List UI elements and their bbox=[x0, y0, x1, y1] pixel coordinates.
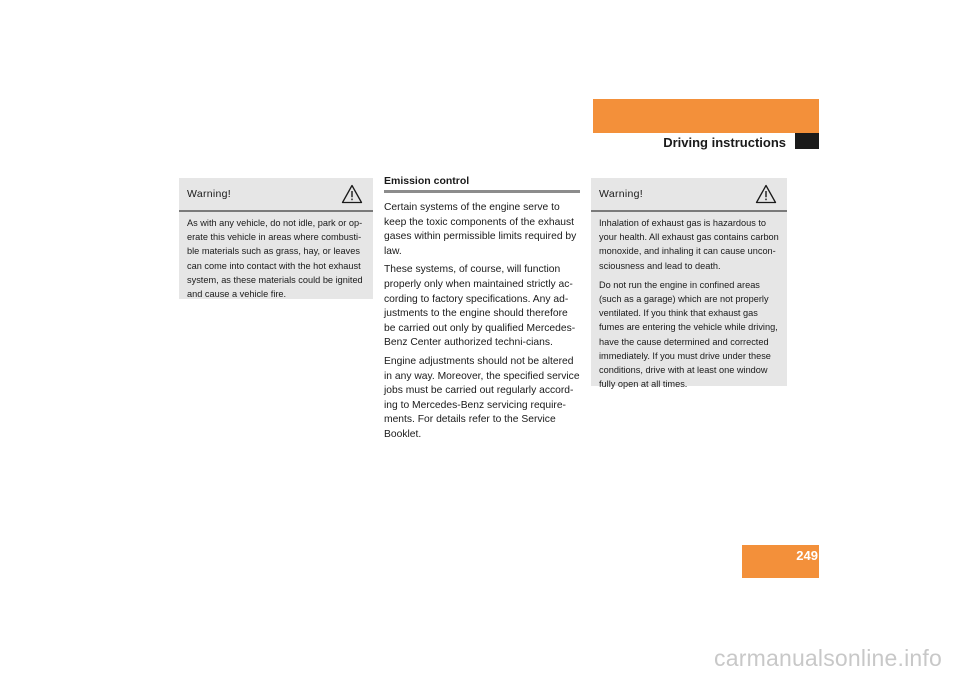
warning-body bbox=[591, 212, 787, 402]
warning-paragraph: Do not run the engine in confined areas (such as a garage) which are not properly ventilated. If you think that exhaust gas fumes are entering the vehicle while driving, have the cause determined and corrected immediately. If you must drive under these conditions, drive with at least one window fully open at all times. bbox=[599, 279, 778, 390]
header-marker bbox=[795, 133, 819, 149]
warning-box-fire bbox=[179, 178, 373, 299]
warning-title: Warning! bbox=[599, 188, 644, 200]
subsection-title: Driving instructions bbox=[663, 135, 786, 150]
warning-triangle-icon bbox=[755, 184, 777, 204]
warning-triangle-icon bbox=[341, 184, 363, 204]
warning-header bbox=[591, 178, 787, 212]
warning-header bbox=[179, 178, 373, 212]
warning-body bbox=[179, 212, 373, 312]
warning-paragraph: As with any vehicle, do not idle, park or op-erate this vehicle in areas where combusti-ble materials such as grass, hay, or leaves can come into contact with the hot exhaust system, as these materials could be ignited and cause a vehicle fire. bbox=[187, 218, 363, 300]
warning-box-exhaust bbox=[591, 178, 787, 390]
section-body bbox=[384, 201, 580, 443]
section-heading: Emission control bbox=[384, 173, 580, 193]
page-number: 249 bbox=[796, 548, 818, 563]
body-paragraph: Engine adjustments should not be altered in any way. Moreover, the specified service jobs must be carried out regularly accord-ing to Mercedes-Benz servicing require-ments. For details refer to the Service Booklet. bbox=[384, 355, 580, 440]
warning-title: Warning! bbox=[187, 188, 232, 200]
section-title: Operation bbox=[862, 114, 926, 129]
emission-control-section bbox=[384, 173, 580, 447]
body-paragraph: Certain systems of the engine serve to keep the toxic components of the exhaust gases within permissible limits required by law. bbox=[384, 202, 577, 257]
warning-paragraph: Inhalation of exhaust gas is hazardous to your health. All exhaust gas contains carbon monoxide, and inhaling it can cause uncon-sciousness and lead to death. bbox=[599, 218, 779, 271]
watermark: carmanualsonline.info bbox=[714, 645, 942, 671]
body-paragraph: These systems, of course, will function properly only when maintained strictly ac-cording to factory specifications. Any ad-justments to the engine should therefore be carried out only by qualified Mercedes-Benz Center authorized techni-cians. bbox=[384, 264, 576, 349]
header-orange-bar bbox=[593, 99, 819, 133]
